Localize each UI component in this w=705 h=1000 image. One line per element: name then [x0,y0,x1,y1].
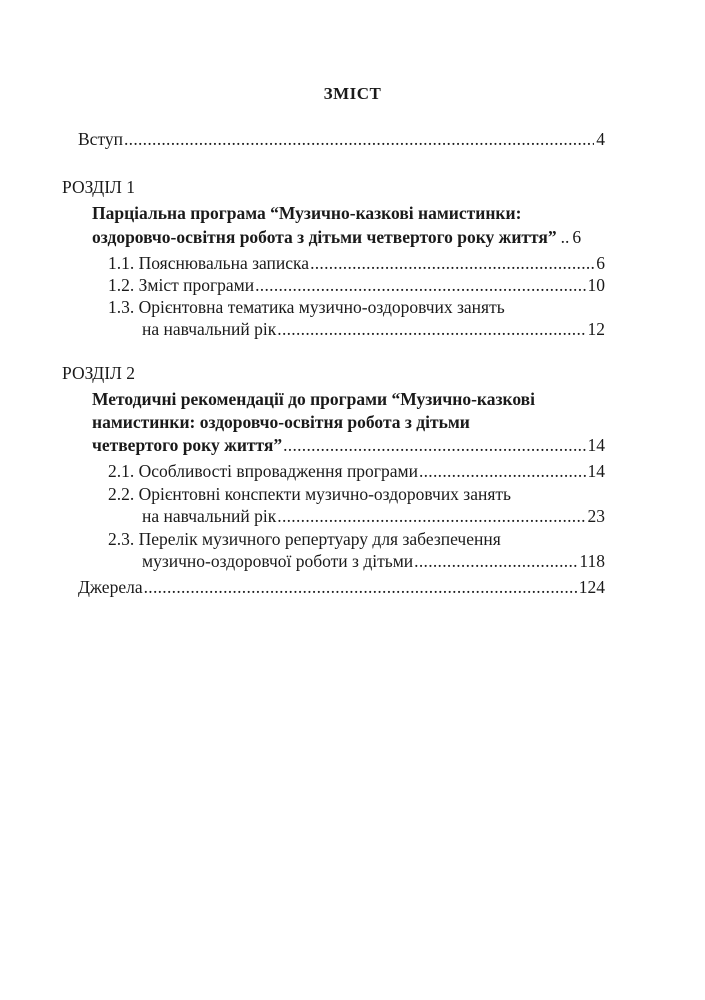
page-title: ЗМІСТ [323,84,382,103]
toc-entry-label: Джерела [78,577,143,597]
toc-entry-text: Пояснювальна записка [138,253,310,273]
toc-entry-page: 14 [587,461,605,481]
toc-entry-label [108,274,254,296]
toc-entry-page: 14 [587,435,605,455]
toc-entry-number: 2.1. [108,461,135,481]
toc-entry-2-2-line2[interactable] [142,505,605,527]
leader-dots [124,128,594,150]
toc-entry-number: 1.3. [108,297,135,317]
section-heading-2: РОЗДІЛ 2 [62,363,136,383]
section-title-1-line1: Парціальна програма “Музично-казкові намистинки: [92,203,522,223]
leader-dots [255,274,585,296]
toc-entry-sources[interactable] [78,576,605,598]
toc-entry-number: 2.2. [108,484,135,504]
toc-entry-text: Орієнтовні конспекти музично-оздоровчих занять [138,484,512,504]
toc-entry-text: на навчальний рік [142,319,277,339]
toc-entry-text: музично-оздоровчої роботи з дітьми [142,551,414,571]
leader-dots [144,576,577,598]
toc-entry-2-2-line1[interactable] [108,483,511,505]
toc-entry-2-1[interactable] [108,460,605,482]
toc-entry-1-2[interactable] [108,274,605,296]
toc-entry-number: 1.2. [108,275,135,295]
toc-entry-text: Особливості впровадження програми [138,461,418,481]
section-title-1-text: оздоровчо-освітня робота з дітьми четвертого року життя” [92,227,557,247]
toc-entry-text: Перелік музичного репертуару для забезпечення [138,529,501,549]
toc-entry-page: 124 [578,577,605,597]
section-title-2-line2: намистинки: оздоровчо-освітня робота з дітьми [92,412,470,432]
toc-entry-label: Вступ [78,129,123,149]
section-heading-1: РОЗДІЛ 1 [62,177,136,197]
toc-entry-page: 4 [596,129,605,149]
leader-dots [310,252,594,274]
toc-entry-label [108,460,418,482]
toc-entry-2-3-line1[interactable] [108,528,501,550]
leader-dots: .. [560,227,570,247]
toc-entry-page: 118 [579,551,605,571]
toc-entry-1-3-line2[interactable] [142,318,605,340]
toc-entry-number: 1.1. [108,253,135,273]
toc-entry-text: Орієнтовна тематика музично-оздоровчих занять [138,297,505,317]
toc-entry-label [108,252,309,274]
section-title-1-line2[interactable] [92,226,581,248]
toc-entry-page: 6 [572,227,582,247]
toc-entry-text: на навчальний рік [142,506,277,526]
toc-entry-page: 23 [587,506,605,526]
leader-dots [419,460,586,482]
leader-dots [283,434,585,456]
leader-dots [277,505,585,527]
leader-dots [277,318,585,340]
toc-entry-page: 10 [587,275,605,295]
toc-entry-2-3-line2[interactable] [142,550,605,572]
toc-entry-text: Зміст програми [138,275,255,295]
leader-dots [414,550,577,572]
section-title-2-text: четвертого року життя” [92,435,283,455]
toc-entry-intro[interactable] [78,128,605,150]
section-title-2-line1: Методичні рекомендації до програми “Музично-казкові [92,389,535,409]
toc-entry-1-3-line1[interactable] [108,296,505,318]
toc-entry-1-1[interactable] [108,252,605,274]
section-title-2-line3[interactable] [92,434,605,456]
toc-entry-page: 12 [587,319,605,339]
toc-entry-number: 2.3. [108,529,135,549]
toc-entry-page: 6 [596,253,605,273]
